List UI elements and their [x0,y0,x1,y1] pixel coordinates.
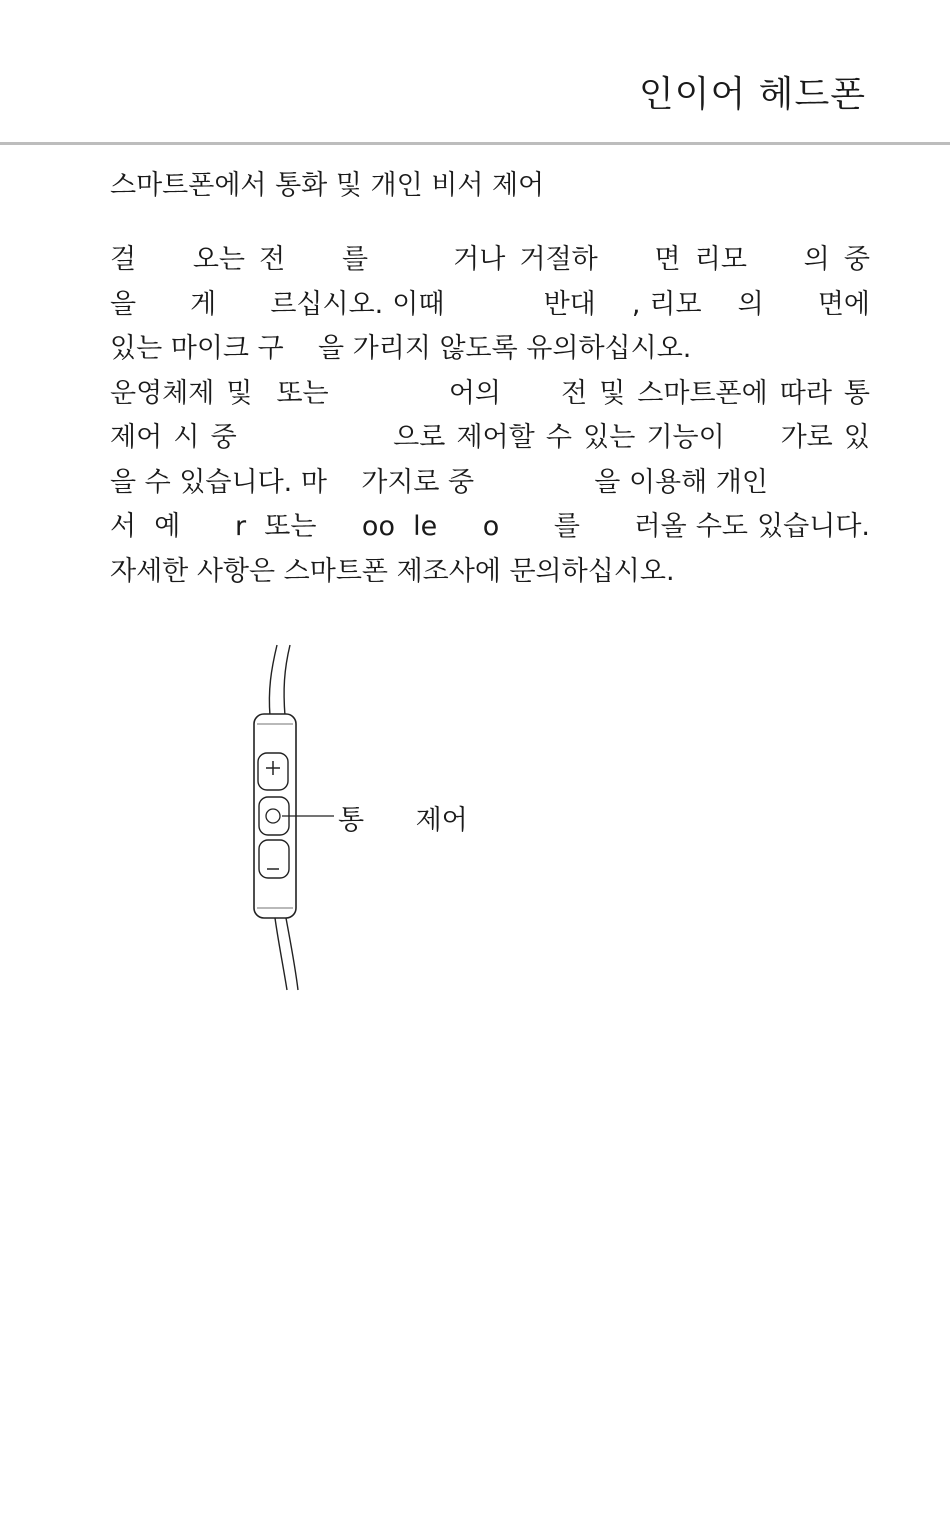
body-paragraph [110,238,870,594]
minus-button [259,840,289,878]
plus-button [258,753,288,790]
upper-cable [269,645,277,716]
page-header-title: 인이어 헤드폰 [638,74,866,115]
body-line-6: 을 수 있습니다. 마 가지로 중 을 이용해 개인 [110,466,768,498]
body-line-2: 을 게 르십시오. 이때 반대 , 리모 의 면에 [110,288,870,320]
body-line-8: 자세한 사항은 스마트폰 제조사에 문의하십시오. [110,555,675,587]
section-heading: 스마트폰에서 통화 및 개인 비서 제어 [110,170,545,201]
body-line-7: 서 예 r 또는 oo le o 를 러올 수도 있습니다. [110,511,870,542]
lower-cable [275,918,287,990]
remote-control-illustration [240,640,340,1000]
lower-cable [286,918,298,990]
call-control-label: 통 제어 [338,805,468,836]
body-line-1: 걸 오는 전 를 거나 거절하 면 리모 의 중 [110,244,870,275]
header-divider [0,142,950,145]
body-line-3: 있는 마이크 구 을 가리지 않도록 유의하십시오. [110,333,692,364]
upper-cable [284,645,290,716]
body-line-5: 제어 시 중 으로 제어할 수 있는 기능이 가로 있 [110,422,870,453]
body-line-4: 운영체제 및 또는 어의 전 및 스마트폰에 따라 통 [110,377,870,409]
